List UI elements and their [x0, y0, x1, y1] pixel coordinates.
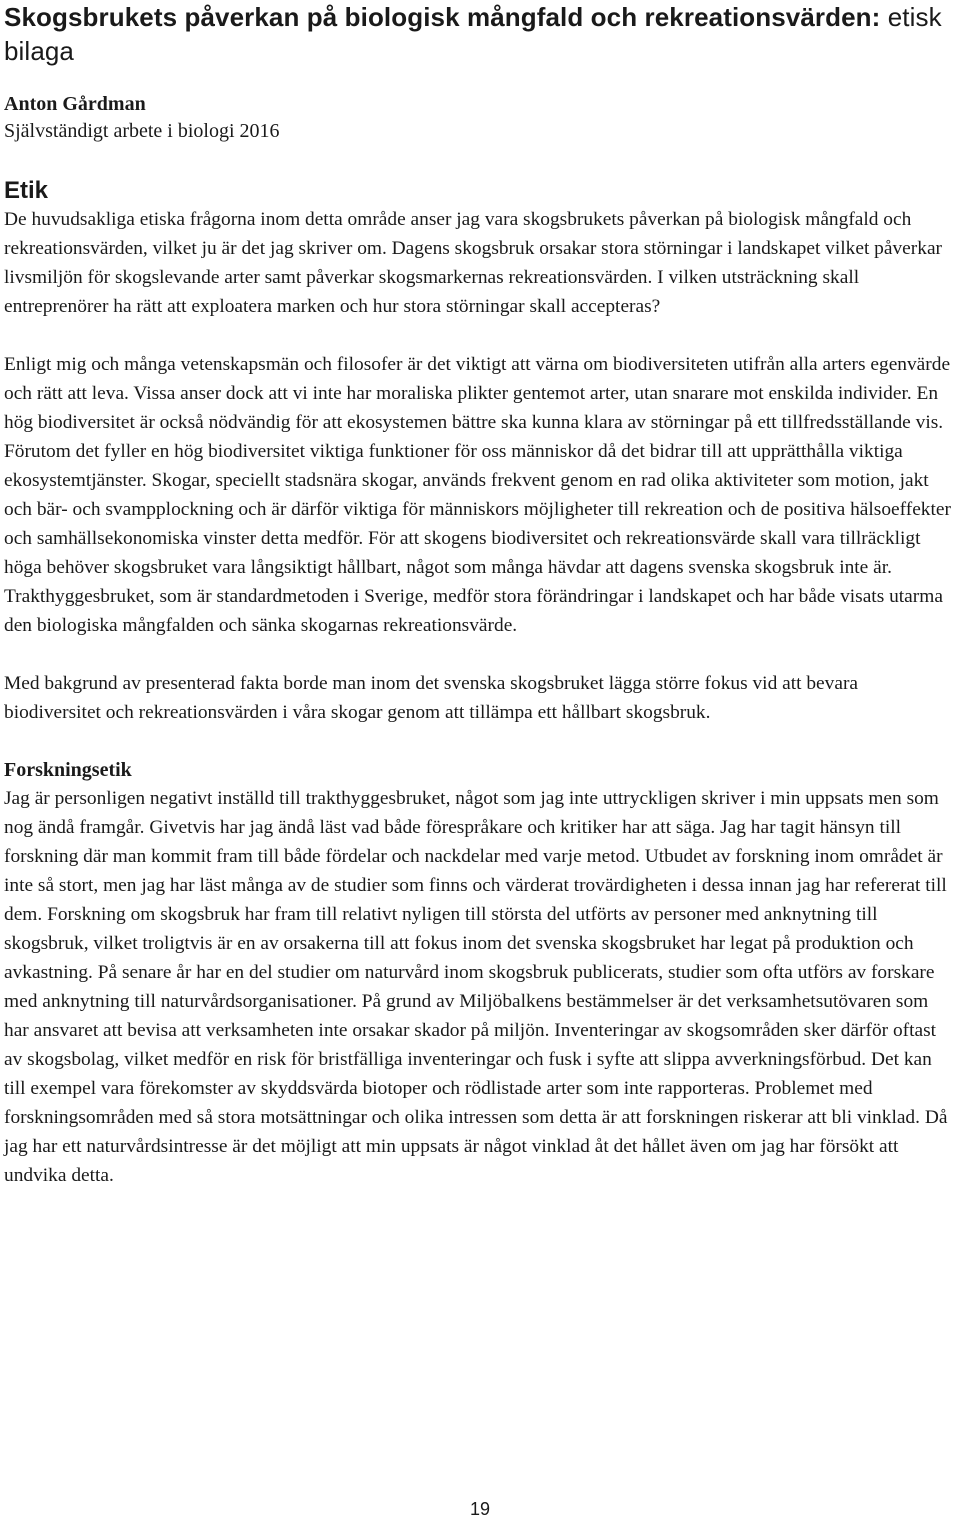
paragraph-gap	[4, 640, 954, 669]
etik-paragraph-3: Med bakgrund av presenterad fakta borde man inom det svenska skogsbruket lägga större fokus vid att bevara biodiversitet och rekreationsvärden i våra skogar genom att tillämpa ett hållbart skogsbruk.	[4, 673, 859, 723]
author-name: Anton Gårdman	[4, 93, 146, 115]
author-block	[4, 91, 954, 145]
paragraph-gap	[4, 321, 954, 350]
page-number: 19	[469, 1499, 491, 1519]
course-line: Självständigt arbete i biologi 2016	[4, 120, 280, 142]
title-subtitle: etisk bilaga	[4, 2, 942, 66]
title-main: Skogsbrukets påverkan på biologisk mångfald och rekreationsvärden:	[4, 2, 881, 32]
forskningsetik-paragraph: Jag är personligen negativt inställd till trakthyggesbruket, något som jag inte uttryckligen skriver i min uppsats men som nog ändå framgår. Givetvis har jag ändå läst vad både förespråkare och kritiker har att säga. Jag har tagit hänsyn till forskning där man kommit fram till både fördelar och nackdelar med varje metod. Utbudet av forskning inom området är inte så stort, men jag har läst många av de studier som finns och värderat trovärdigheten i dessa innan jag har refererat till dem. Forskning om skogsbruk har fram till relativt nyligen till största del utförts av personer med anknytning till skogsbruk, vilket troligtvis är en av orsakerna till att fokus inom det svenska skogsbruket har legat på produktion och avkastning. På senare år har en del studier om naturvård inom skogsbruk publicerats, studier som ofta utförs av forskare med anknytning till naturvårdsorganisationer. På grund av Miljöbalkens bestämmelser är det verksamhetsutövaren som har ansvaret att bevisa att verksamheten inte orsakar skador på miljön. Inventeringar av skogsområden sker därför oftast av skogsbolag, vilket medför en risk för bristfälliga inventeringar och fusk i syfte att slippa avverkningsförbud. Det kan till exempel vara förekomster av skyddsvärda biotoper och rödlistade arter som inte rapporteras. Problemet med forskningsområden med så stora motsättningar och olika intressen som detta är att forskningen riskerar att bli vinklad. Då jag har ett naturvårdsintresse är det möjligt att min uppsats är något vinklad åt det hållet även om jag har försökt att undvika detta.	[4, 788, 948, 1186]
paragraph-gap	[4, 727, 954, 756]
etik-paragraph-2: Enligt mig och många vetenskapsmän och filosofer är det viktigt att värna om biodiversiteten utifrån alla arters egenvärde och rätt att leva. Vissa anser dock att vi inte har moraliska plikter gentemot arter, utan snarare mot enskilda individer. En hög biodiversitet är också nödvändig för att ekosystemen bättre ska kunna klara av störningar på ett tillfredsställande vis. Förutom det fyller en hög biodiversitet viktiga funktioner för oss människor då det bidrar till att upprätthålla viktiga ekosystemtjänster. Skogar, speciellt stadsnära skogar, används frekvent genom en rad olika aktiviteter som motion, jakt och bär- och svampplockning och är därför viktiga för människors möjligheter till rekreation och de positiva hälsoeffekter och samhällsekonomiska vinster detta medför. För att skogens biodiversitet och rekreationsvärde skall vara tillräckligt höga behöver skogsbruket vara långsiktigt hållbart, något som många hävdar att dagens svenska skogsbruk inte är. Trakthyggesbruket, som är standardmetoden i Sverige, medför stora förändringar i landskapet och har både visats utarma den biologiska mångfalden och sänka skogarnas rekreationsvärde.	[4, 354, 951, 636]
etik-paragraph-1: De huvudsakliga etiska frågorna inom detta område anser jag vara skogsbrukets påverkan på biologisk mångfald och rekreationsvärden, vilket ju är det jag skriver om. Dagens skogsbruk orsakar stora störningar i landskapet vilket påverkar livsmiljön för skogslevande arter samt påverkar skogsmarkernas rekreationsvärden. I vilken utsträckning skall entreprenörer ha rätt att exploatera marken och hur stora störningar skall accepteras?	[4, 209, 943, 317]
section-heading-forskningsetik: Forskningsetik	[4, 759, 132, 781]
section-heading-etik: Etik	[4, 177, 49, 204]
document-title	[4, 0, 954, 68]
document-page	[4, 0, 954, 1190]
